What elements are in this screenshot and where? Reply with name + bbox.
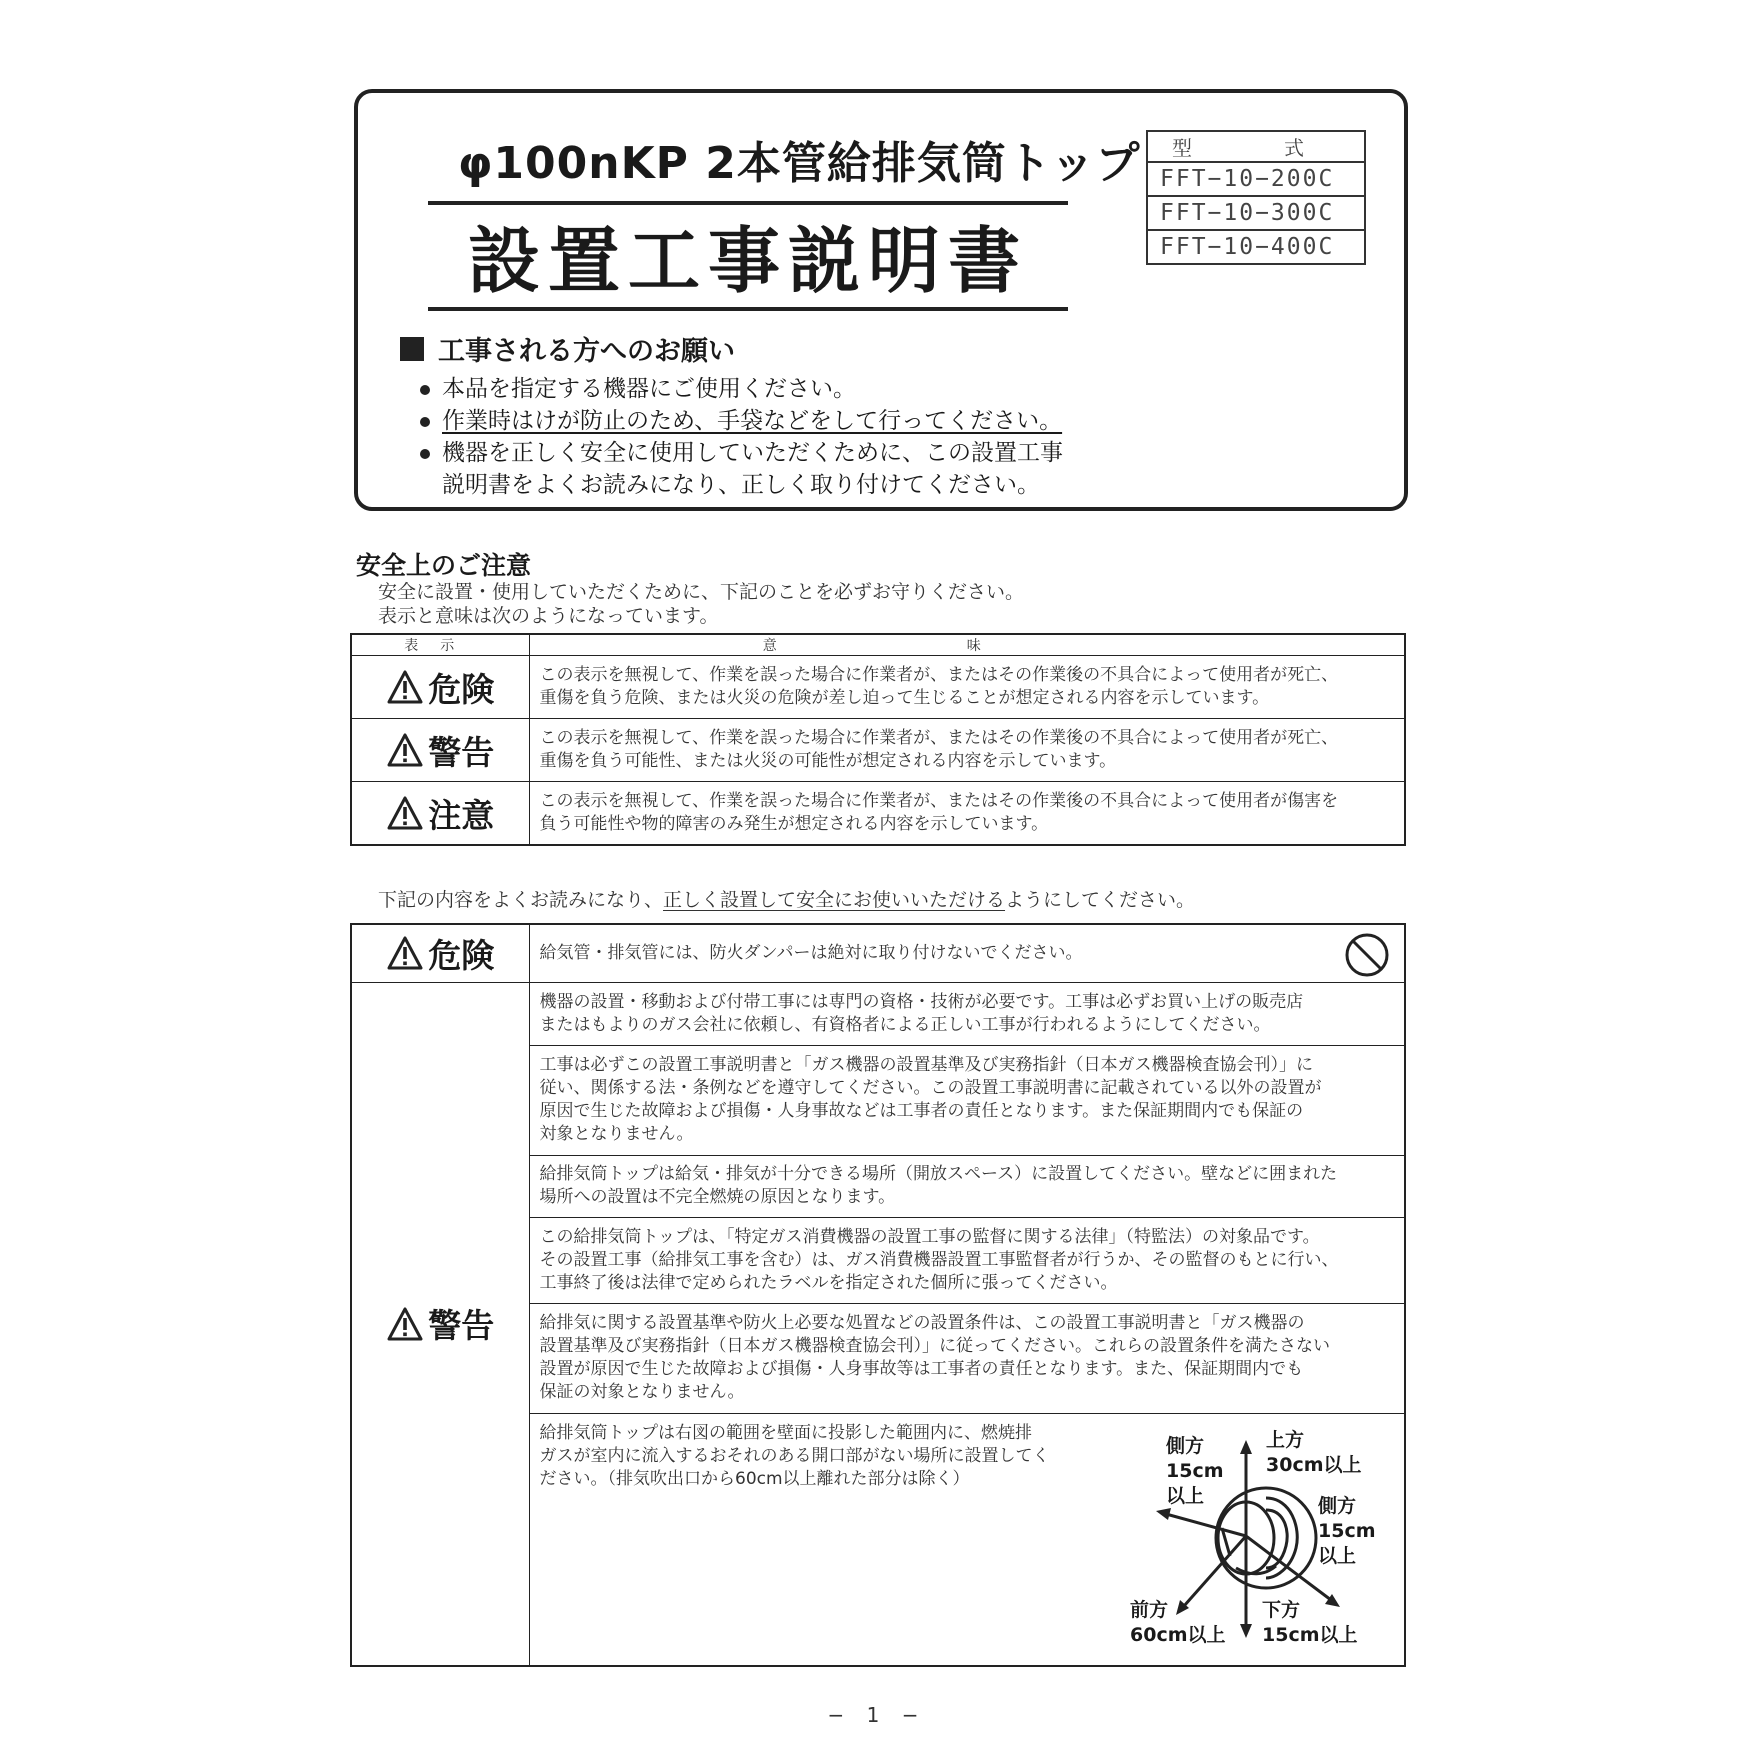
- warning-item: 給排気筒トップは給気・排気が十分できる場所（開放スペース）に設置してください。壁などに囲まれた 場所への設置は不完全燃焼の原因となります。: [529, 1155, 1405, 1217]
- label-side-left: 側方 15cm 以上: [1166, 1435, 1224, 1507]
- product-title: φ100nKP 2本管給排気筒トップ: [458, 138, 1141, 189]
- warning-sign: [351, 719, 529, 782]
- legend-col-meaning: 意味: [529, 634, 1405, 656]
- danger-sign: 危険: [351, 924, 529, 982]
- warning-item: 給排気に関する設置基準や防火上必要な処置などの設置条件は、この設置工事説明書と「ガス機器の 設置基準及び実務指針（日本ガス機器検査協会刊）」に従ってください。これらの設置条件を満たさない 設置が原因で生じた故障および損傷・人身事故等は工事者の責任となります。また、保証期間内でも 保証の対象となりません。: [529, 1303, 1405, 1413]
- warning-item: この給排気筒トップは、「特定ガス消費機器の設置工事の監督に関する法律」（特監法）の対象品です。 その設置工事（給排気工事を含む）は、ガス消費機器設置工事監督者が行うか、その監督のもとに行い、 工事終了後は法律で定められたラベルを指定された個所に張ってください。: [529, 1217, 1405, 1303]
- danger-text: 給気管・排気管には、防火ダンパーは絶対に取り付けないでください。: [529, 924, 1405, 982]
- warning-item: 工事は必ずこの設置工事説明書と「ガス機器の設置基準及び実務指針（日本ガス機器検査協会刊）」に 従い、関係する法・条例などを遵守してください。この設置工事説明書に記載されている以外の設置が 原因で生じた故障および損傷・人身事故などは工事者の責任となります。また保証期間内でも保証の 対象となりません。: [529, 1045, 1405, 1155]
- request-item-continued: 説明書をよくお読みになり、正しく取り付けてください。: [442, 472, 1040, 498]
- warning-triangle-icon: [386, 935, 424, 971]
- label-bottom: 下方 15cm以上: [1262, 1599, 1358, 1646]
- label-front: 前方 60cm以上: [1130, 1599, 1226, 1646]
- request-item: 本品を指定する機器にご使用ください。: [420, 373, 1063, 405]
- square-bullet-icon: [400, 337, 424, 361]
- bullet-icon: [420, 385, 430, 395]
- caution-sign: [351, 782, 529, 846]
- request-heading: [400, 329, 735, 368]
- warning-triangle-icon: [386, 732, 424, 768]
- diagram-text: 給排気筒トップは右図の範囲を壁面に投影した範囲内に、燃焼排 ガスが室内に流入するおそれのある開口部がない場所に設置してく ださい。（排気吹出口から60cm以上離れた部分は除く）: [539, 1422, 1050, 1489]
- model-item: FFT−10−300C: [1147, 196, 1365, 230]
- safety-heading: 安全上のご注意: [356, 551, 532, 580]
- warning-triangle-icon: [386, 1306, 424, 1342]
- label-top: 上方 30cm以上: [1266, 1429, 1362, 1476]
- legend-table: [350, 633, 1406, 846]
- page-number: − 1 −: [827, 1703, 927, 1727]
- warning-sign: 警告: [351, 982, 529, 1666]
- caution-meaning: この表示を無視して、作業を誤った場合に作業者が、またはその作業後の不具合によって使用者が傷害を 負う可能性や物的障害のみ発生が想定される内容を示しています。: [529, 782, 1405, 846]
- bullet-icon: [420, 417, 430, 427]
- header-box: [354, 89, 1408, 511]
- read-note: 下記の内容をよくお読みになり、正しく設置して安全にお使いいただけるようにしてください。: [378, 889, 1196, 911]
- danger-label: 危険: [428, 669, 495, 709]
- manual-title: 設置工事説明書: [467, 219, 1028, 303]
- warning-meaning: この表示を無視して、作業を誤った場合に作業者が、またはその作業後の不具合によって使用者が死亡、 重傷を負う可能性、または火災の可能性が想定される内容を示しています。: [529, 719, 1405, 782]
- warning-triangle-icon: [386, 669, 424, 705]
- warning-item: 機器の設置・移動および付帯工事には専門の資格・技術が必要です。工事は必ずお買い上げの販売店 またはもよりのガス会社に依頼し、有資格者による正しい工事が行われるようにしてください。: [529, 982, 1405, 1045]
- bullet-icon: [420, 449, 430, 459]
- warning-label: 警告: [428, 732, 495, 772]
- safety-intro: 安全に設置・使用していただくために、下記のことを必ずお守りください。 表示と意味は次のようになっています。: [378, 581, 1025, 627]
- model-header: 型 式: [1147, 131, 1365, 162]
- request-list: [420, 373, 1063, 501]
- request-heading-text: 工事される方へのお願い: [438, 336, 735, 367]
- request-item: 機器を正しく安全に使用していただくために、この設置工事: [420, 437, 1063, 469]
- label-side-right: 側方 15cm 以上: [1318, 1495, 1376, 1567]
- model-item: FFT−10−400C: [1147, 230, 1365, 264]
- request-item: 作業時はけが防止のため、手袋などをして行ってください。: [420, 405, 1063, 437]
- title-rule-bottom: [428, 307, 1068, 311]
- legend-col-display: 表示: [351, 634, 529, 656]
- warning-triangle-icon: [386, 795, 424, 831]
- model-table: [1146, 130, 1366, 265]
- danger-meaning: この表示を無視して、作業を誤った場合に作業者が、またはその作業後の不具合によって使用者が死亡、 重傷を負う危険、または火災の危険が差し迫って生じることが想定される内容を示しています。: [529, 656, 1405, 719]
- model-item: FFT−10−200C: [1147, 162, 1365, 196]
- danger-sign: [351, 656, 529, 719]
- prohibition-icon: [1344, 932, 1390, 978]
- caution-label: 注意: [428, 795, 495, 835]
